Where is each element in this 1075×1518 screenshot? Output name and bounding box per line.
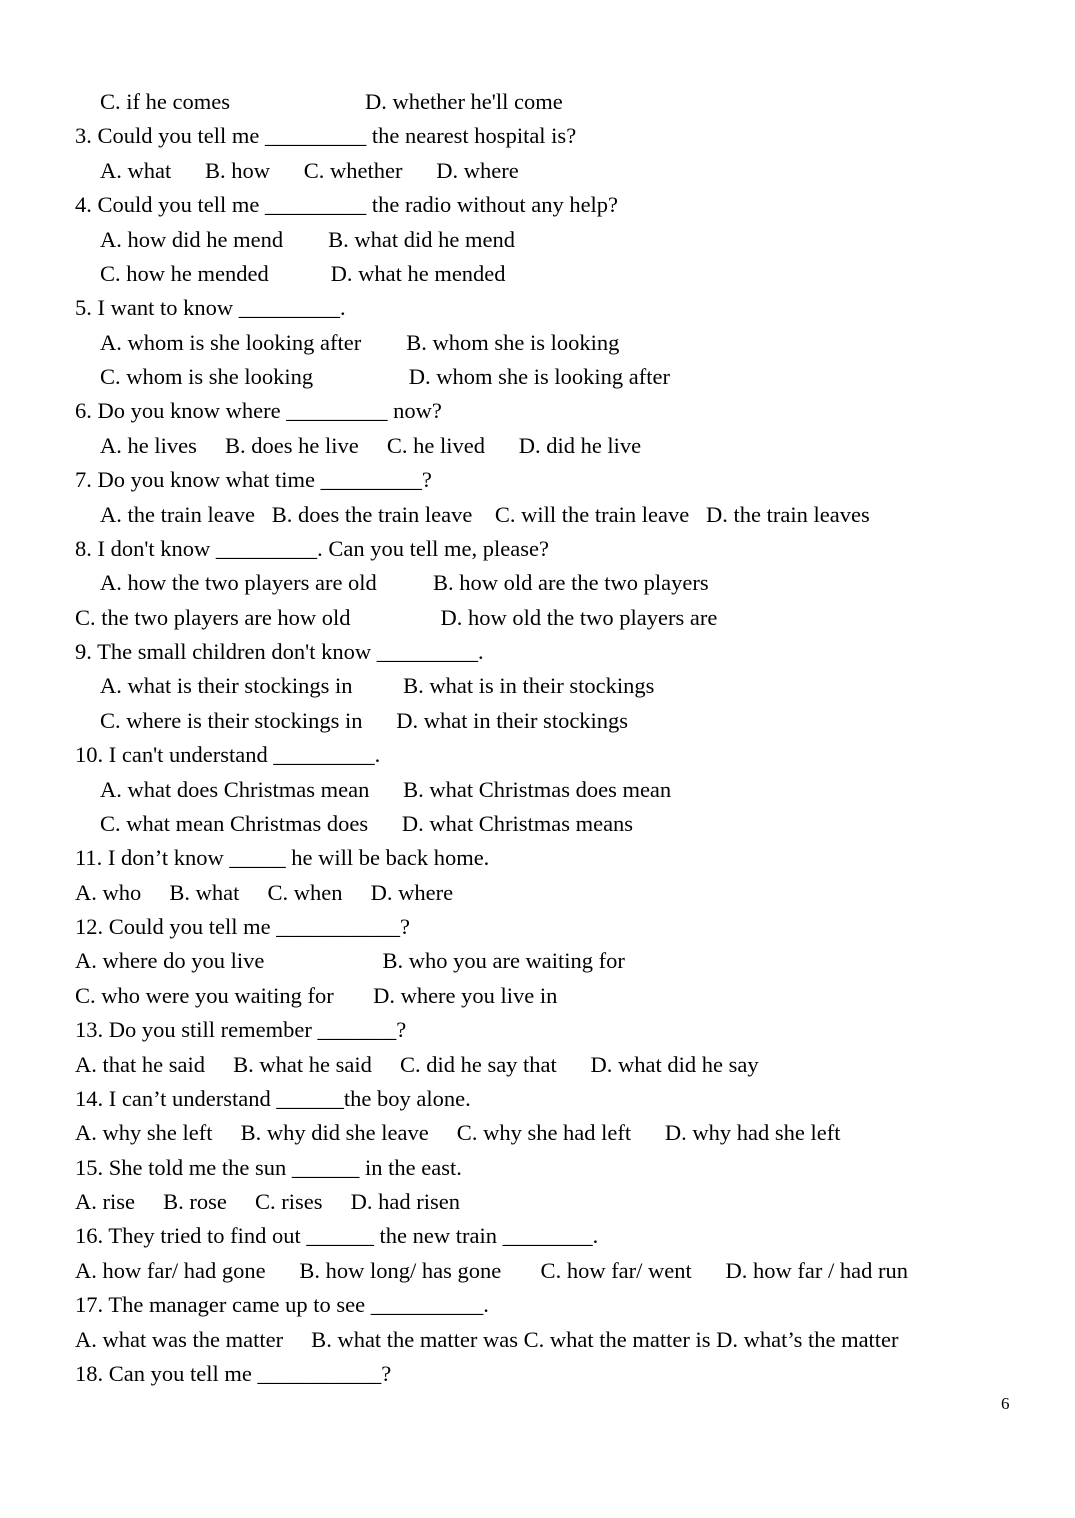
options-17: A. what was the matter B. what the matter was C. what the matter is D. what’s the matter — [75, 1327, 899, 1352]
options-3: A. what B. how C. whether D. where — [100, 158, 519, 183]
options-5-cd: C. whom is she looking D. whom she is looking after — [100, 364, 670, 389]
options-11: A. who B. what C. when D. where — [75, 880, 454, 905]
options-5-ab: A. whom is she looking after B. whom she is looking — [100, 330, 620, 355]
question-7: 7. Do you know what time _________? — [75, 467, 432, 492]
options-4-ab: A. how did he mend B. what did he mend — [100, 227, 515, 252]
options-6: A. he lives B. does he live C. he lived D. did he live — [100, 433, 642, 458]
options-4-cd: C. how he mended D. what he mended — [100, 261, 506, 286]
options-16: A. how far/ had gone B. how long/ has gone C. how far/ went D. how far / had run — [75, 1258, 908, 1283]
options-12-cd: C. who were you waiting for D. where you live in — [75, 983, 558, 1008]
options-9-cd: C. where is their stockings in D. what in their stockings — [100, 708, 629, 733]
question-13: 13. Do you still remember _______? — [75, 1017, 407, 1042]
question-6: 6. Do you know where _________ now? — [75, 398, 442, 423]
options-9-ab: A. what is their stockings in B. what is in their stockings — [100, 673, 655, 698]
question-10: 10. I can't understand _________. — [75, 742, 381, 767]
options-8-ab: A. how the two players are old B. how old are the two players — [100, 570, 709, 595]
question-11: 11. I don’t know _____ he will be back home. — [75, 845, 490, 870]
question-14: 14. I can’t understand ______the boy alone. — [75, 1086, 471, 1111]
page-number: 6 — [1001, 1394, 1010, 1413]
options-8-cd: C. the two players are how old D. how old the two players are — [75, 605, 718, 630]
question-16: 16. They tried to find out ______ the new train ________. — [75, 1223, 599, 1248]
options-12-ab: A. where do you live B. who you are waiting for — [75, 948, 625, 973]
question-9: 9. The small children don't know _________. — [75, 639, 484, 664]
question-3: 3. Could you tell me _________ the nearest hospital is? — [75, 123, 577, 148]
question-18: 18. Can you tell me ___________? — [75, 1361, 392, 1386]
question-4: 4. Could you tell me _________ the radio without any help? — [75, 192, 619, 217]
options-7: A. the train leave B. does the train leave C. will the train leave D. the train leaves — [100, 502, 870, 527]
options-15: A. rise B. rose C. rises D. had risen — [75, 1189, 460, 1214]
options-10-cd: C. what mean Christmas does D. what Christmas means — [100, 811, 634, 836]
question-5: 5. I want to know _________. — [75, 295, 346, 320]
question-15: 15. She told me the sun ______ in the east. — [75, 1155, 462, 1180]
question-12: 12. Could you tell me ___________? — [75, 914, 410, 939]
options-14: A. why she left B. why did she leave C. why she had left D. why had she left — [75, 1120, 841, 1145]
option-line-2-cd: C. if he comes D. whether he'll come — [100, 89, 563, 114]
options-10-ab: A. what does Christmas mean B. what Christmas does mean — [100, 777, 672, 802]
question-17: 17. The manager came up to see __________. — [75, 1292, 489, 1317]
options-13: A. that he said B. what he said C. did he say that D. what did he say — [75, 1052, 759, 1077]
question-8: 8. I don't know _________. Can you tell me, please? — [75, 536, 549, 561]
